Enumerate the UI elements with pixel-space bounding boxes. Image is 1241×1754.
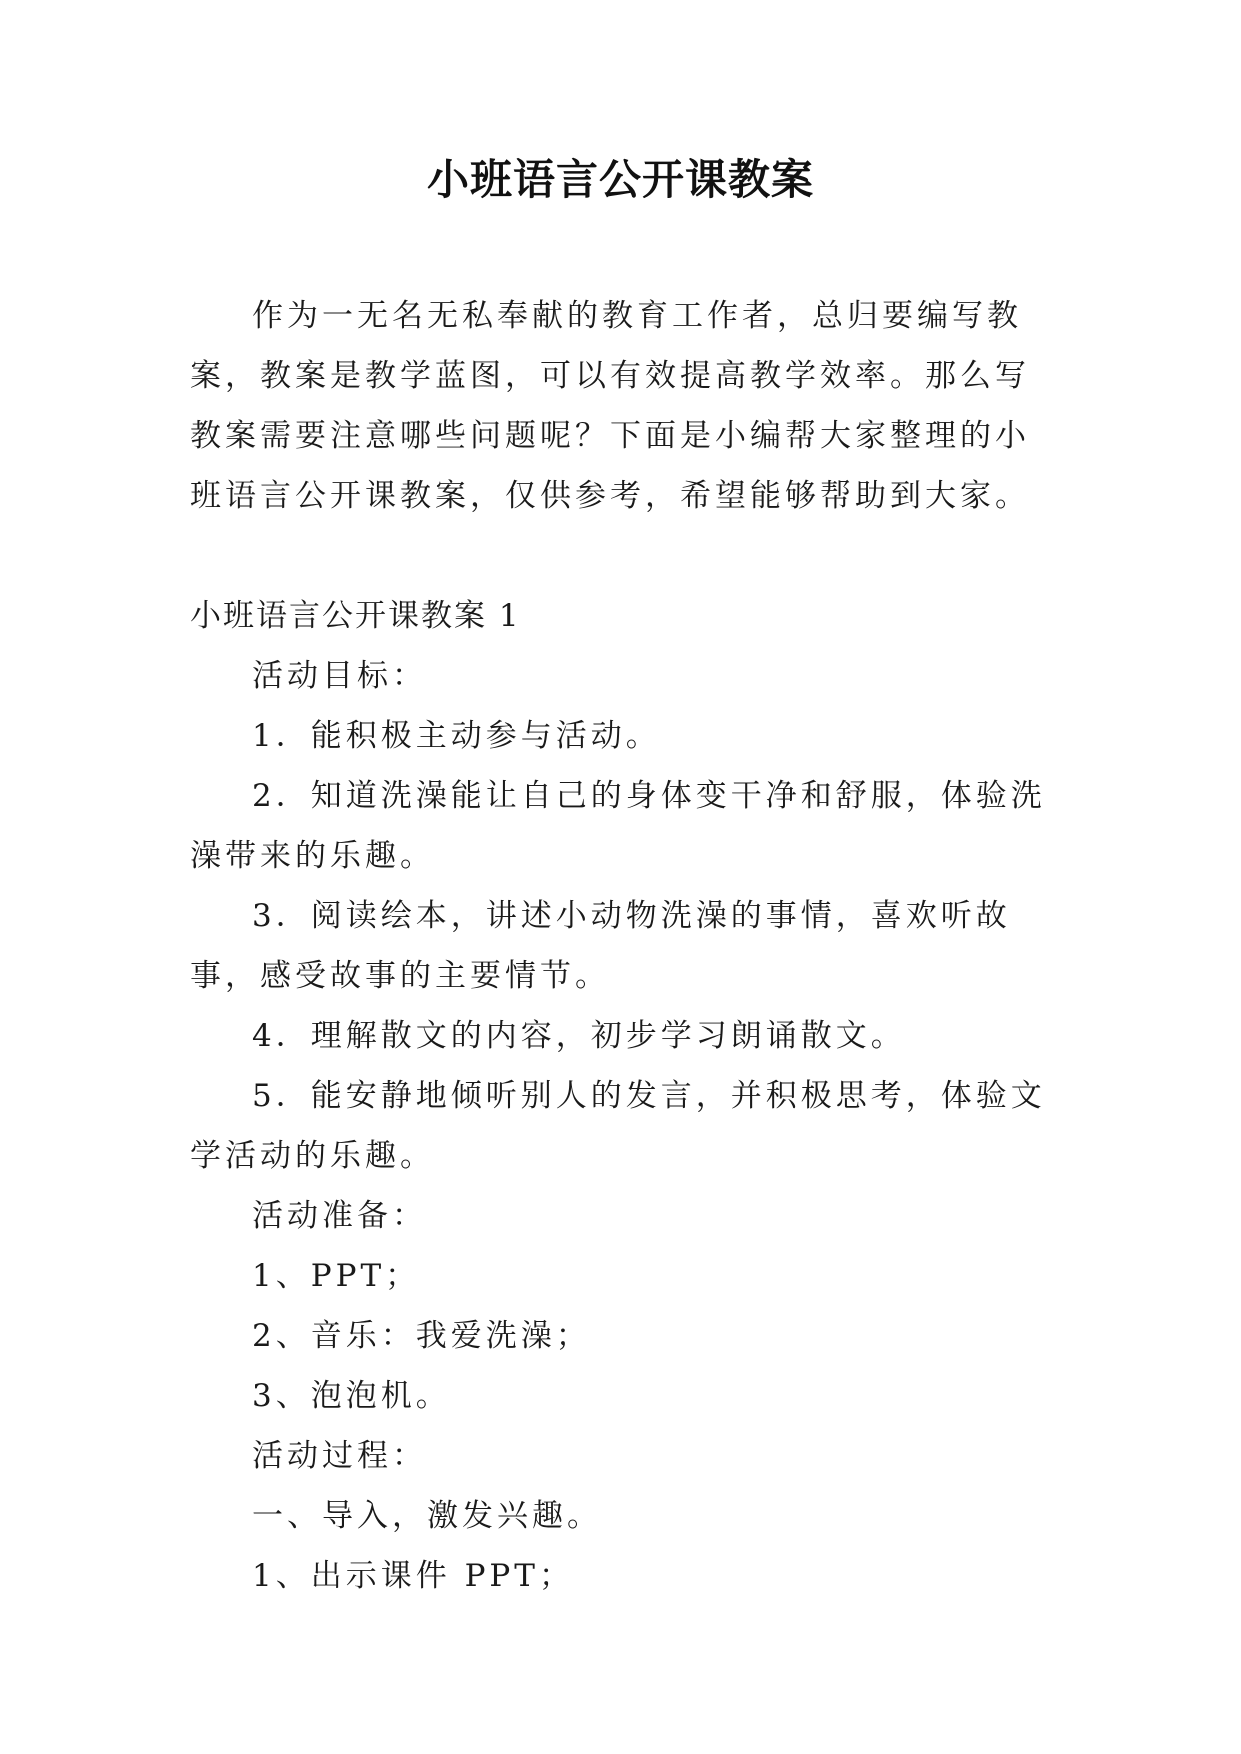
prep-item: 1、PPT； — [252, 1258, 421, 1294]
prep-item: 3、泡泡机。 — [252, 1378, 451, 1414]
document-body — [190, 286, 1052, 1606]
prep-item: 2、音乐：我爱洗澡； — [252, 1318, 591, 1354]
prep-heading: 活动准备： — [252, 1198, 427, 1234]
goal-item: 1．能积极主动参与活动。 — [252, 718, 661, 754]
process-item: 一、导入，激发兴趣。 — [252, 1498, 602, 1534]
goal-item: 5．能安静地倾听别人的发言，并积极思考，体验文学活动的乐趣。 — [190, 1078, 1046, 1174]
goals-heading: 活动目标： — [252, 658, 427, 694]
intro-paragraph: 作为一无名无私奉献的教育工作者，总归要编写教案，教案是教学蓝图，可以有效提高教学效率。那么写教案需要注意哪些问题呢？下面是小编帮大家整理的小班语言公开课教案，仅供参考，希望能够帮助到大家。 — [190, 298, 1030, 514]
section-title: 小班语言公开课教案 1 — [190, 598, 521, 634]
process-heading: 活动过程： — [252, 1438, 427, 1474]
goal-item: 4．理解散文的内容，初步学习朗诵散文。 — [252, 1018, 906, 1054]
process-item: 1、出示课件 PPT； — [252, 1558, 574, 1594]
goal-item: 2．知道洗澡能让自己的身体变干净和舒服，体验洗澡带来的乐趣。 — [190, 778, 1046, 874]
goal-item: 3．阅读绘本，讲述小动物洗澡的事情，喜欢听故事，感受故事的主要情节。 — [190, 898, 1011, 994]
document-title: 小班语言公开课教案 — [426, 155, 814, 204]
